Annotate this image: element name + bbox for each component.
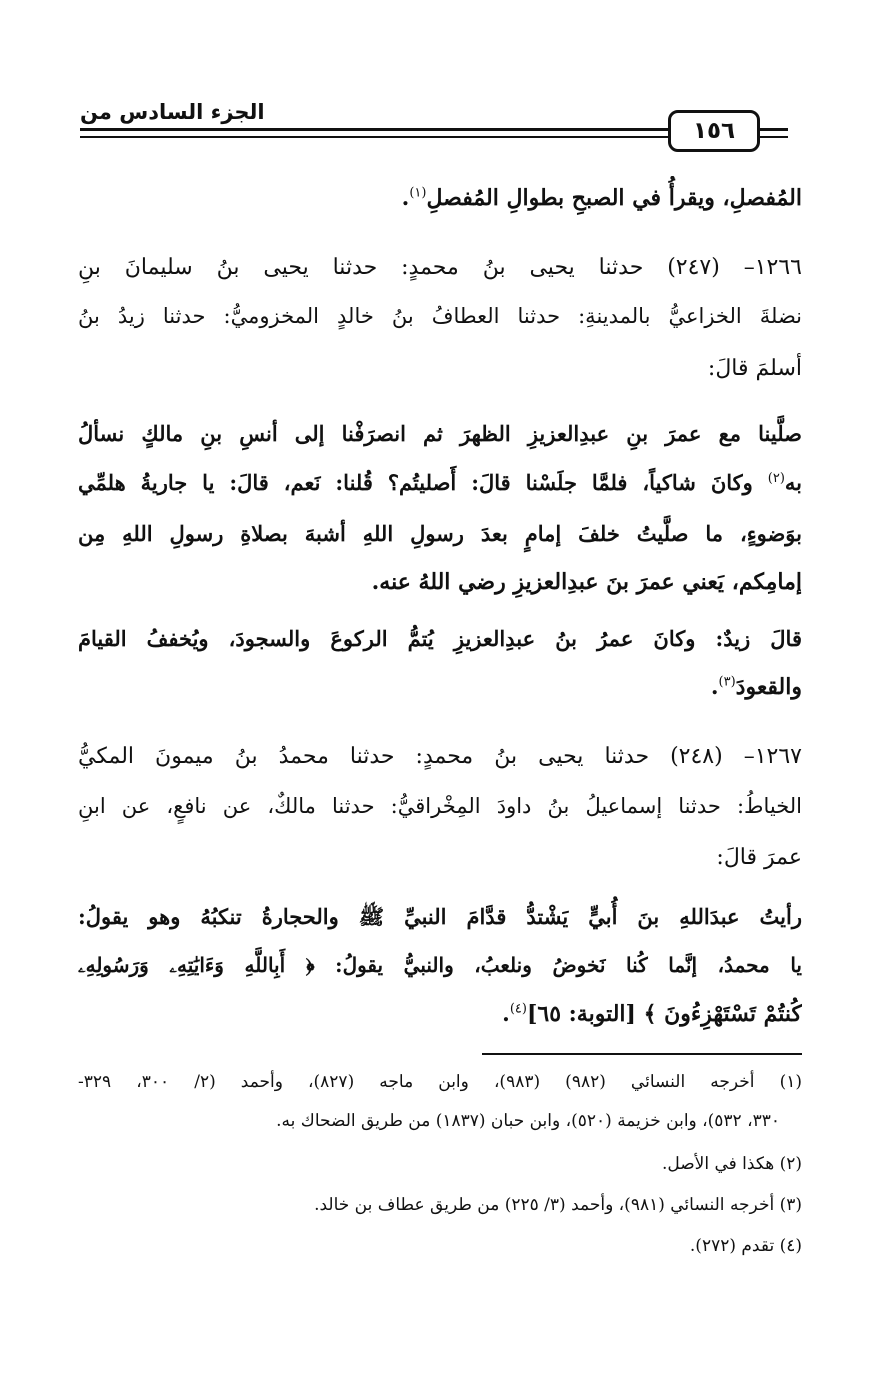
hadith-matn-line: يا محمدُ، إنَّما كُنا نَخوضُ ونلعبُ، والنبيُّ يقولُ: ﴿ أَبِاللَّهِ وَءَايَٰتِهِۦ وَرَسُولِهِۦ <box>78 953 802 977</box>
hadith-matn-line: كُنتُمْ تَسْتَهْزِءُونَ ﴾ [التوبة: ٦٥]$^{(٤)}$. <box>502 1001 802 1027</box>
hadith-matn-line: به$^{(٢)}$ وكانَ شاكياً، فلمَّا جلَسْنا قالَ: أَصليتُم؟ قُلنا: نَعم، قالَ: يا جاريةُ هلمِّي <box>78 470 802 495</box>
hadith-matn-line: رأيتُ عبدَاللهِ بنَ أُبيٍّ يَشْتدُّ قدَّامَ النبيِّ ﷺ والحجارةُ تنكبُهُ وهو يقولُ: <box>78 904 802 929</box>
footnote-ref[interactable]: (٣) <box>718 674 736 690</box>
hadith-matn-line: قالَ زيدٌ: وكانَ عمرُ بنُ عبدِالعزيزِ يُتمُّ الركوعَ والسجودَ، ويُخففُ القيامَ <box>78 626 802 651</box>
hadith-matn-line: إمامِكم، يَعني عمرَ بنَ عبدِالعزيزِ رضي اللهُ عنه. <box>371 569 802 595</box>
hadith-matn-line: صلَّينا مع عمرَ بنِ عبدِالعزيزِ الظهرَ ثم انصرَفْنا إلى أنسِ بنِ مالكٍ نسألُ <box>78 421 802 446</box>
footnote: (٢) هكذا في الأصل. <box>661 1154 802 1174</box>
footnote-ref[interactable]: (١) <box>409 185 427 201</box>
header-rule-stub-thin <box>760 136 788 138</box>
footnote: (٣) أخرجه النسائي (٩٨١)، وأحمد (٣/ ٢٢٥) من طريق عطاف بن خالد. <box>314 1195 802 1215</box>
hadith-matn-line: بوَضوءٍ، ما صلَّيتُ خلفَ إمامٍ بعدَ رسولِ اللهِ أشبهَ بصلاةِ رسولِ اللهِ مِن <box>78 521 802 546</box>
header-rule-stub <box>760 128 788 131</box>
header-rule <box>80 128 670 131</box>
hadith-isnad-line: عمرَ قالَ: <box>716 845 802 870</box>
running-title: الجزء السادس من <box>80 100 265 124</box>
footnote-continuation: ٣٣٠، ٥٣٢)، وابن خزيمة (٥٢٠)، وابن حبان (١٨٣٧) من طريق الضحاك به. <box>276 1111 780 1131</box>
footnote-separator <box>482 1053 802 1055</box>
hadith-isnad-line: أسلمَ قالَ: <box>707 356 802 381</box>
footnote: (١) أخرجه النسائي (٩٨٢) (٩٨٣)، وابن ماجه (٨٢٧)، وأحمد (٢/ ٣٠٠، ٣٢٩- <box>78 1072 802 1092</box>
hadith-isnad-line: ١٢٦٧– (٢٤٨) حدثنا يحيى بنُ محمدٍ: حدثنا محمدُ بنُ ميمونَ المكيُّ <box>78 744 802 769</box>
page-number: ١٥٦ <box>668 110 760 152</box>
header-rule-thin <box>80 136 670 138</box>
hadith-isnad-line: الخياطُ: حدثنا إسماعيلُ بنُ داودَ المِخْراقيُّ: حدثنا مالكٌ، عن نافعٍ، عن ابنِ <box>78 794 802 818</box>
hadith-matn-line: والقعودَ$^{(٣)}$. <box>710 674 802 700</box>
footnote-ref[interactable]: (٢) <box>767 471 785 486</box>
hadith-isnad-line: نضلةَ الخزاعيُّ بالمدينةِ: حدثنا العطافُ بنُ خالدٍ المخزوميُّ: حدثنا زيدُ بنُ <box>78 304 802 328</box>
footnote: (٤) تقدم (٢٧٢). <box>689 1236 802 1256</box>
footnote-ref[interactable]: (٤) <box>509 1001 527 1017</box>
text-line: المُفصلِ، ويقرأُ في الصبحِ بطوالِ المُفصلِ$^{(١)}$. <box>401 185 802 211</box>
hadith-isnad-line: ١٢٦٦– (٢٤٧) حدثنا يحيى بنُ محمدٍ: حدثنا يحيى بنُ سليمانَ بنِ <box>78 255 802 280</box>
